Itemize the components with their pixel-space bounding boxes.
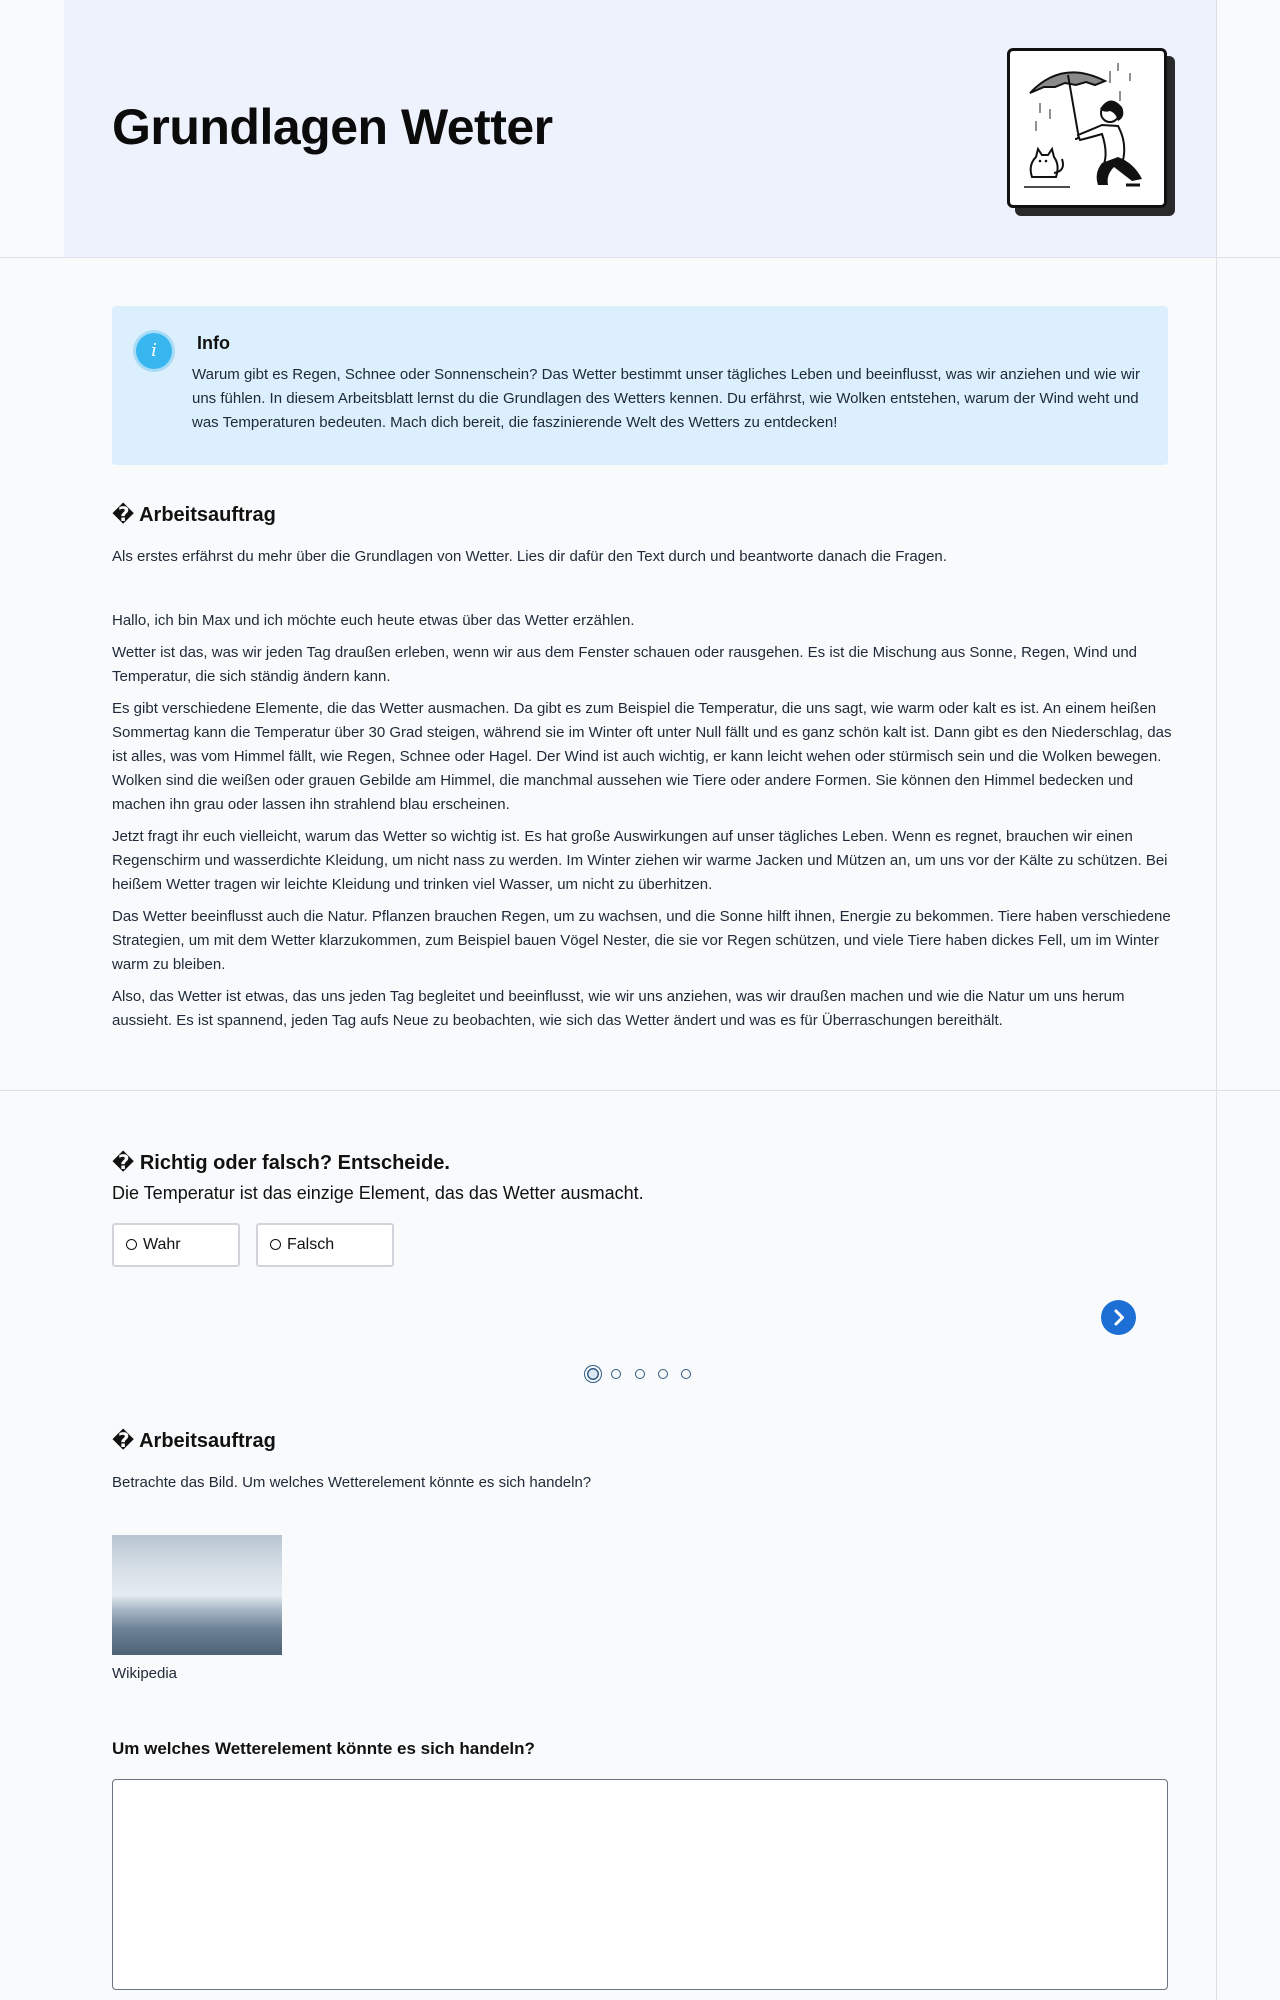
page-title: Grundlagen Wetter [112,99,553,155]
info-title: Info [192,333,230,353]
task-title-label: Arbeitsauftrag [139,1430,276,1452]
task-intro: Betrachte das Bild. Um welches Wetterelement könnte es sich handeln? [112,1474,592,1491]
info-box [112,306,1168,465]
reading-text [112,609,1172,1041]
header-illustration [1007,48,1167,208]
cloud-photo [112,1535,282,1655]
slide-dot-2[interactable] [611,1369,621,1379]
answer-textarea[interactable] [112,1779,1168,1990]
option-false-button[interactable] [256,1223,394,1267]
task-icon: � [112,504,135,526]
layout-divider [1216,0,1217,2000]
task-intro: Als erstes erfährst du mehr über die Grundlagen von Wetter. Lies dir dafür den Text durch und beantworte danach die Fragen. [112,548,947,565]
info-icon: i [136,333,172,369]
reading-paragraph: Wetter ist das, was wir jeden Tag draußen erleben, wenn wir aus dem Fenster schauen oder rausgehen. Es ist die Mischung aus Sonne, Regen, Wind und Temperatur, die sich ständig ändern kann. [112,644,1138,685]
reading-paragraph: Also, das Wetter ist etwas, das uns jeden Tag begleitet und beeinflusst, wie wir uns anziehen, was wir draußen machen und wie die Natur um uns herum aussieht. Es ist spannend, jeden Tag aufs Neue zu beobachten, wie sich das Wetter ändert und was es für Überraschungen bereithält. [112,988,1125,1029]
task-title-label: Arbeitsauftrag [139,504,276,526]
info-text: Warum gibt es Regen, Schnee oder Sonnenschein? Das Wetter bestimmt unser tägliches Leben und beeinflusst, was wir anziehen und wie wir uns fühlen. In diesem Arbeitsblatt lernst du die Grundlagen des Wetters kennen. Du erfährst, wie Wolken entstehen, warum der Wind weht und was Temperaturen bedeuten. Mach dich bereit, die faszinierende Welt des Wetters zu entdecken! [192,366,1141,431]
task-icon: � [112,1430,135,1452]
option-true-label: Wahr [143,1236,181,1253]
radio-icon [126,1239,137,1250]
radio-icon [270,1239,281,1250]
slide-dot-4[interactable] [658,1369,668,1379]
option-false-label: Falsch [287,1236,335,1253]
slide-dot-3[interactable] [635,1369,645,1379]
task-title [112,1428,276,1453]
reading-paragraph: Das Wetter beeinflusst auch die Natur. Pflanzen brauchen Regen, um zu wachsen, und die Sonne hilft ihnen, Energie zu bekommen. Tiere haben verschiedene Strategien, um mit dem Wetter klarzukommen, zum Beispiel bauen Vögel Nester, die sie vor Regen schützen, und viele Tiere haben dickes Fell, um im Winter warm zu bleiben. [112,908,1171,973]
chevron-right-icon [1101,1300,1136,1335]
person-with-umbrella-and-cat-icon [1010,51,1164,205]
answer-label: Um welches Wetterelement könnte es sich handeln? [112,1739,535,1758]
quiz-title-label: Richtig oder falsch? Entscheide. [139,1152,450,1174]
photo-caption: Wikipedia [112,1665,178,1682]
slide-dot-1[interactable] [584,1365,602,1383]
next-slide-button[interactable] [1101,1300,1136,1335]
quiz-question: Die Temperatur ist das einzige Element, das das Wetter ausmacht. [112,1183,644,1203]
reading-paragraph: Es gibt verschiedene Elemente, die das Wetter ausmachen. Da gibt es zum Beispiel die Temperatur, die uns sagt, wie warm oder kalt es ist. An einem heißen Sommertag kann die Temperatur über 30 Grad steigen, während sie im Winter oft unter Null fällt und es ganz schön kalt ist. Dann gibt es den Niederschlag, das ist alles, was vom Himmel fällt, wie Regen, Schnee oder Hagel. Der Wind ist auch wichtig, er kann leicht wehen oder stürmisch sein und die Wolken bewegen. Wolken sind die weißen oder grauen Gebilde am Himmel, die manchmal aussehen wie Tiere oder andere Formen. Sie können den Himmel bedecken und machen ihn grau oder lassen ihn strahlend blau erscheinen. [112,700,1172,813]
reading-paragraph: Hallo, ich bin Max und ich möchte euch heute etwas über das Wetter erzählen. [112,612,635,629]
quiz-icon: � [112,1152,135,1174]
quiz-title [112,1150,450,1175]
reading-paragraph: Jetzt fragt ihr euch vielleicht, warum das Wetter so wichtig ist. Es hat große Auswirkungen auf unser tägliches Leben. Wenn es regnet, brauchen wir einen Regenschirm und wasserdichte Kleidung, um nicht nass zu werden. Im Winter ziehen wir warme Jacken und Mützen an, um uns vor der Kälte zu schützen. Bei heißem Wetter tragen wir leichte Kleidung und trinken viel Wasser, um nicht zu überhitzen. [112,828,1168,893]
task-title [112,502,276,527]
slide-dot-5[interactable] [681,1369,691,1379]
page-header [64,0,1216,257]
option-true-button[interactable] [112,1223,240,1267]
